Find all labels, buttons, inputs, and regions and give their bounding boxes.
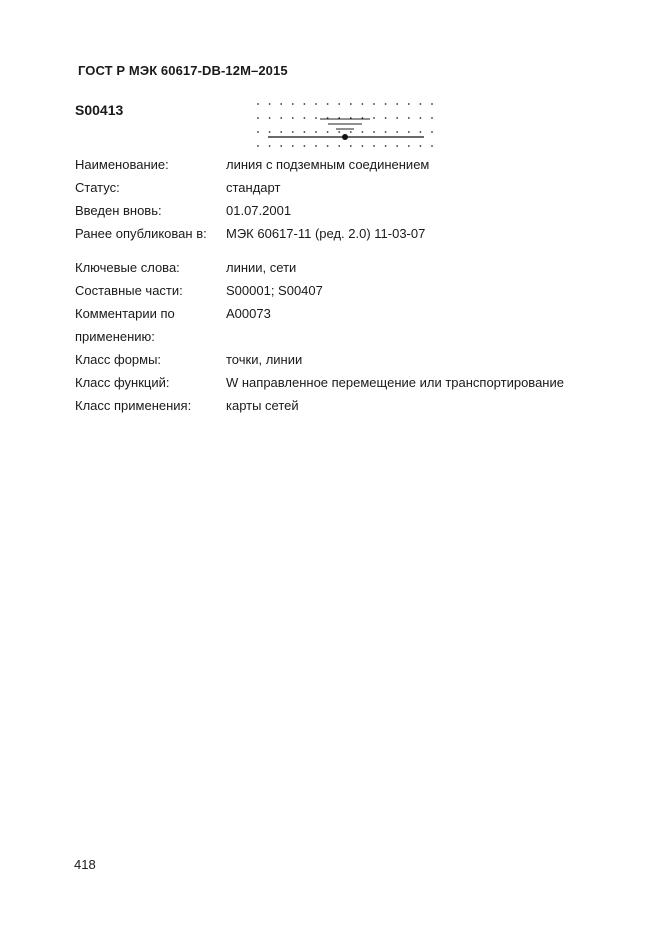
field-value: линии, сети	[226, 260, 297, 275]
grid-dot	[385, 103, 387, 105]
grid-dot	[396, 131, 398, 133]
grid-dot	[315, 117, 317, 119]
field-label: Статус:	[75, 180, 120, 195]
field-label: Класс формы:	[75, 352, 162, 367]
grid-dot	[280, 145, 282, 147]
grid-dot	[338, 103, 340, 105]
connection-point	[342, 134, 348, 140]
grid-dot	[396, 117, 398, 119]
grid-dot	[257, 131, 259, 133]
grid-dot	[396, 145, 398, 147]
grid-dot	[315, 103, 317, 105]
grid-dot	[408, 117, 410, 119]
grid-dot	[385, 117, 387, 119]
field-value: 01.07.2001	[226, 203, 292, 218]
symbol-code: S00413	[75, 102, 124, 118]
grid-dot	[269, 145, 271, 147]
grid-dot	[269, 131, 271, 133]
field-value: W направленное перемещение или транспортирование	[226, 375, 564, 390]
grid-dot	[396, 103, 398, 105]
grid-dot	[362, 145, 364, 147]
field-value: A00073	[226, 306, 271, 321]
grid-dot	[338, 145, 340, 147]
grid-dot	[315, 145, 317, 147]
grid-dot	[304, 131, 306, 133]
field-label: применению:	[75, 329, 155, 344]
grid-dot	[408, 145, 410, 147]
grid-dot	[420, 103, 422, 105]
grid-dot	[385, 131, 387, 133]
grid-dot	[350, 131, 352, 133]
grid-dot	[269, 103, 271, 105]
page-number: 418	[74, 857, 96, 872]
field-value: МЭК 60617-11 (ред. 2.0) 11-03-07	[226, 226, 426, 241]
symbol-drawing	[252, 99, 442, 151]
grid-dot	[269, 117, 271, 119]
grid-dot	[327, 131, 329, 133]
field-value: точки, линии	[226, 352, 303, 367]
field-label: Наименование:	[75, 157, 169, 172]
grid-dot	[327, 103, 329, 105]
grid-dot	[373, 145, 375, 147]
grid-dot	[338, 131, 340, 133]
grid-dot	[373, 131, 375, 133]
field-label: Ключевые слова:	[75, 260, 180, 275]
grid-dot	[280, 103, 282, 105]
grid-dot	[292, 103, 294, 105]
grid-dot	[373, 103, 375, 105]
grid-dot	[385, 145, 387, 147]
grid-dot	[362, 103, 364, 105]
grid-dot	[350, 103, 352, 105]
grid-dot	[408, 103, 410, 105]
field-label: Введен вновь:	[75, 203, 162, 218]
grid-dot	[280, 117, 282, 119]
grid-dot	[350, 145, 352, 147]
grid-dots	[257, 103, 433, 147]
grid-dot	[362, 131, 364, 133]
grid-dot	[280, 131, 282, 133]
grid-dot	[304, 145, 306, 147]
field-label: Комментарии по	[75, 306, 175, 321]
field-value: линия с подземным соединением	[226, 157, 430, 172]
grid-dot	[292, 145, 294, 147]
grid-dot	[431, 103, 433, 105]
grid-dot	[420, 117, 422, 119]
grid-dot	[304, 117, 306, 119]
grid-dot	[420, 131, 422, 133]
grid-dot	[431, 145, 433, 147]
grid-dot	[315, 131, 317, 133]
field-label: Класс применения:	[75, 398, 192, 413]
grid-dot	[373, 117, 375, 119]
grid-dot	[431, 117, 433, 119]
grid-dot	[257, 103, 259, 105]
underground-connection-mark	[320, 119, 370, 129]
grid-dot	[431, 131, 433, 133]
field-label: Составные части:	[75, 283, 183, 298]
grid-dot	[257, 117, 259, 119]
grid-dot	[304, 103, 306, 105]
field-label: Ранее опубликован в:	[75, 226, 207, 241]
grid-dot	[292, 131, 294, 133]
grid-dot	[257, 145, 259, 147]
document-header: ГОСТ Р МЭК 60617-DB-12M–2015	[78, 63, 288, 78]
grid-dot	[292, 117, 294, 119]
grid-dot	[327, 145, 329, 147]
field-value: S00001; S00407	[226, 283, 323, 298]
grid-dot	[420, 145, 422, 147]
grid-dot	[408, 131, 410, 133]
field-label: Класс функций:	[75, 375, 170, 390]
field-value: карты сетей	[226, 398, 299, 413]
field-value: стандарт	[226, 180, 281, 195]
